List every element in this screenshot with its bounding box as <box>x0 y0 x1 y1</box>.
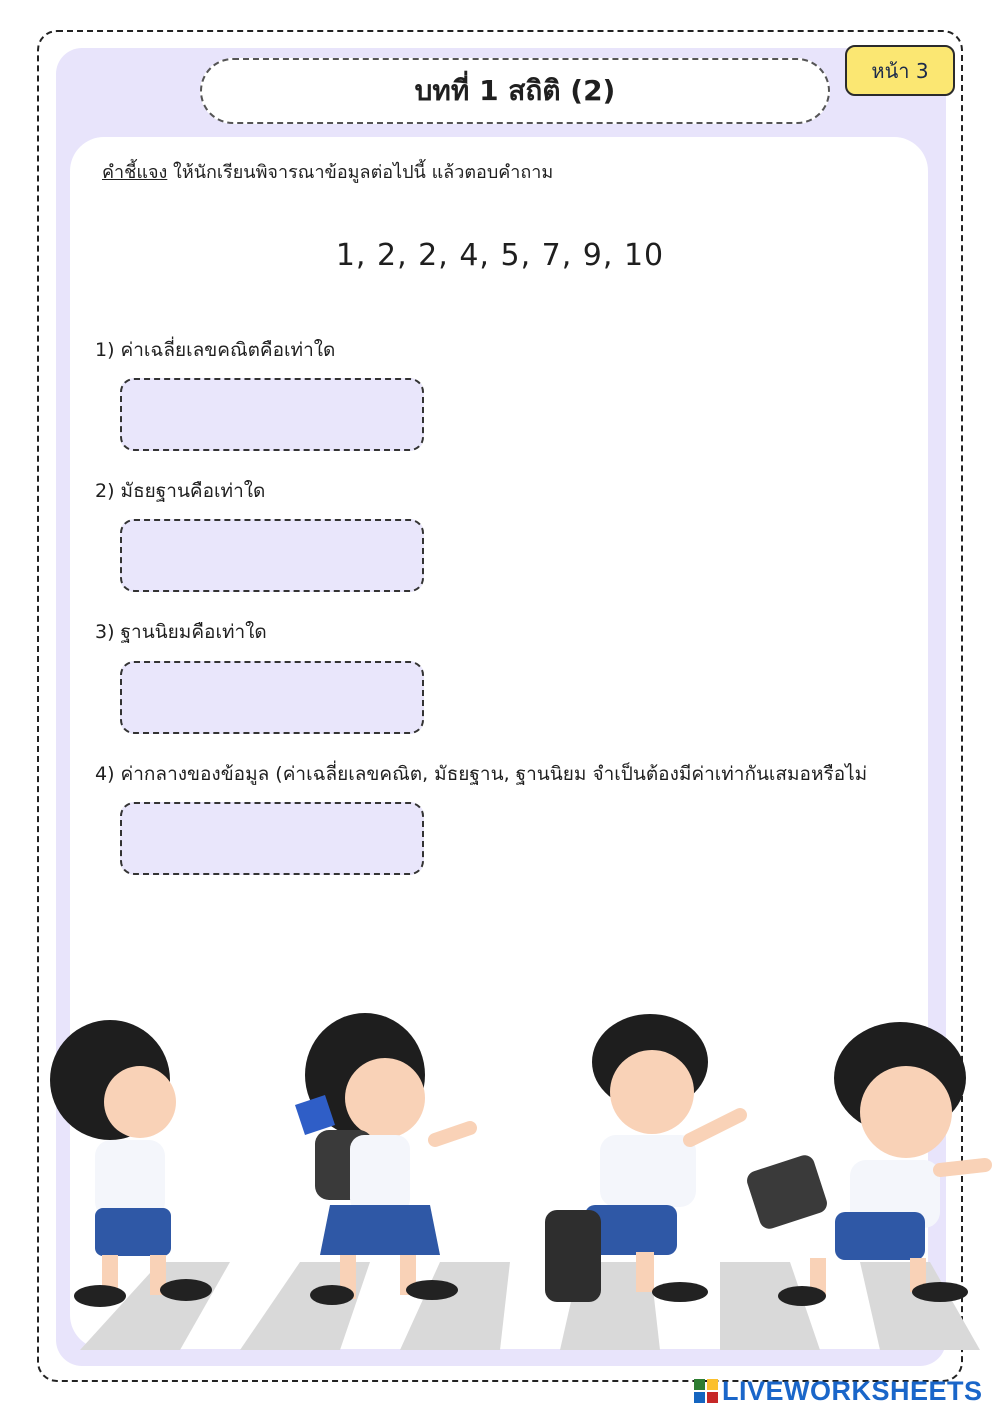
answer-box-2[interactable] <box>120 519 424 592</box>
question-4: 4) ค่ากลางของข้อมูล (ค่าเฉลี่ยเลขคณิต, มัธยฐาน, ฐานนิยม จำเป็นต้องมีค่าเท่ากันเสมอหรือไม่ <box>95 763 868 785</box>
answer-box-4[interactable] <box>120 802 424 875</box>
question-1: 1) ค่าเฉลี่ยเลขคณิตคือเท่าใด <box>95 339 336 361</box>
page-title: บทที่ 1 สถิติ (2) <box>200 58 830 124</box>
student-girl <box>295 1013 470 1305</box>
crosswalk <box>80 1262 980 1350</box>
question-3: 3) ฐานนิยมคือเท่าใด <box>95 621 267 643</box>
liveworksheets-logo <box>694 1374 983 1408</box>
answer-box-1[interactable] <box>120 378 424 451</box>
liveworksheets-brand: LIVEWORKSHEETS <box>722 1375 983 1406</box>
students-crossing-illustration <box>40 1000 1000 1360</box>
answer-box-3[interactable] <box>120 661 424 734</box>
data-set: 1, 2, 2, 4, 5, 7, 9, 10 <box>335 238 665 273</box>
instruction-text: ให้นักเรียนพิจารณาข้อมูลต่อไปนี้ แล้วตอบคำถาม <box>167 162 554 183</box>
instruction-label: คำชี้แจง <box>102 162 168 183</box>
student-boy-2 <box>545 1014 740 1302</box>
liveworksheets-logo-icon <box>694 1379 718 1403</box>
page-number-badge: หน้า 3 <box>845 45 955 96</box>
instruction <box>102 157 553 186</box>
question-2: 2) มัธยฐานคือเท่าใด <box>95 480 266 502</box>
